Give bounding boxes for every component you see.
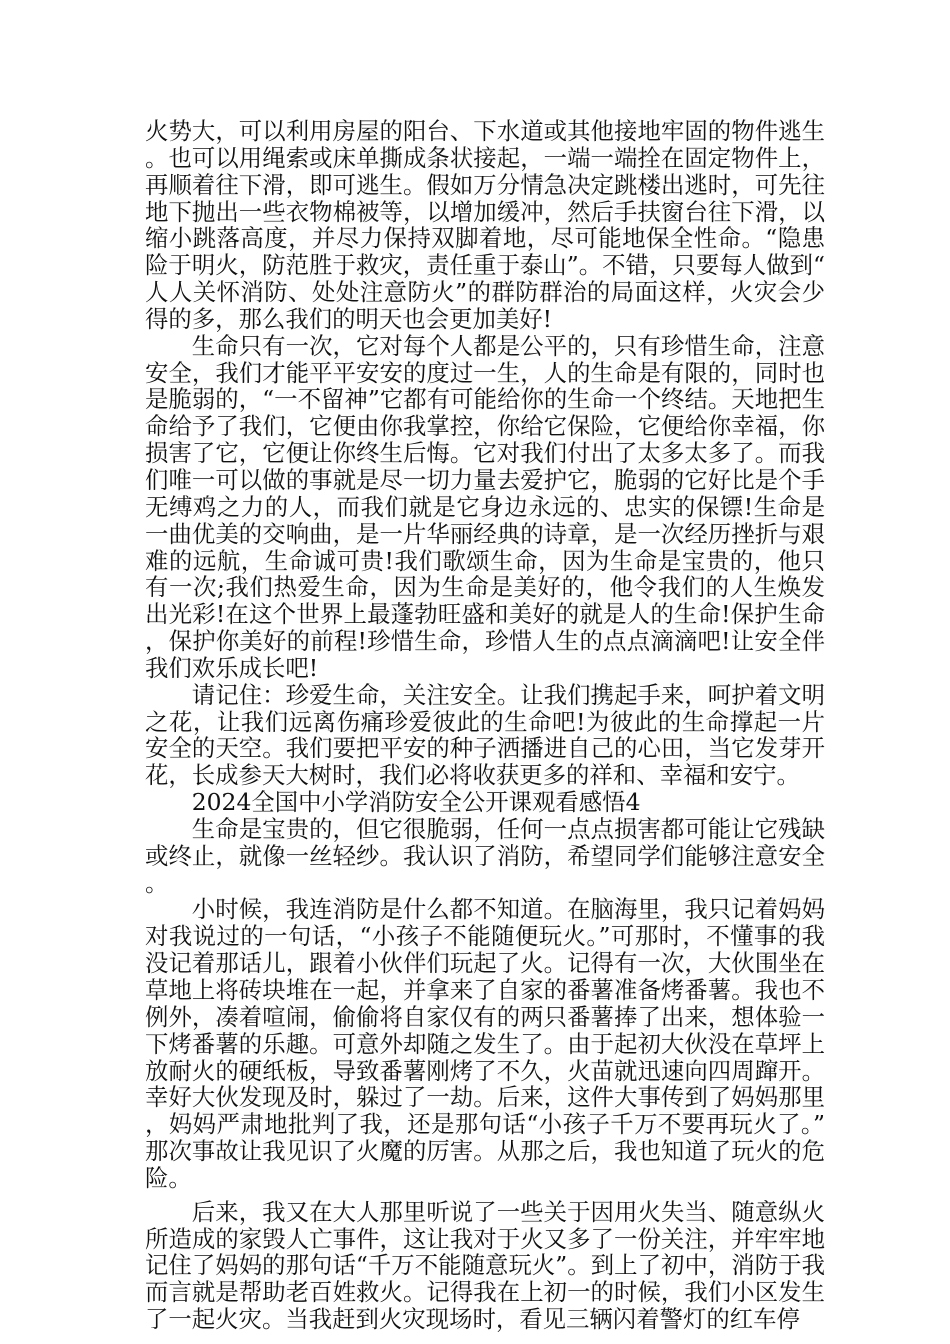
paragraph-3: 请记住：珍爱生命，关注安全。让我们携起手来，呵护着文明之花，让我们远离伤痛珍爱彼此的生命吧!为彼此的生命撑起一片安全的天空。我们要把平安的种子洒播进自己的心田，当它发芽开花，长成参天大树时，我们必将收获更多的祥和、幸福和安宁。 xyxy=(145,680,825,790)
paragraph-5: 小时候，我连消防是什么都不知道。在脑海里，我只记着妈妈对我说过的一句话，“小孩子不能随便玩火。”可那时，不懂事的我没记着那话儿，跟着小伙伴们玩起了火。记得有一次，大伙围坐在草地上将砖块堆在一起，并拿来了自家的番薯准备烤番薯。我也不例外，凑着喧闹，偷偷将自家仅有的两只番薯捧了出来，想体验一下烤番薯的乐趣。可意外却随之发生了。由于起初大伙没在草坪上放耐火的硬纸板，导致番薯刚烤了不久，火苗就迅速向四周蹿开。幸好大伙发现及时，躲过了一劫。后来，这件大事传到了妈妈那里，妈妈严肃地批判了我，还是那句话“小孩子千万不要再玩火了。”那次事故让我见识了火魔的厉害。从那之后，我也知道了玩火的危险。 xyxy=(145,895,825,1192)
paragraph-2: 生命只有一次，它对每个人都是公平的，只有珍惜生命，注意安全，我们才能平平安安的度过一生，人的生命是有限的，同时也是脆弱的，“一不留神”它都有可能给你的生命一个终结。天地把生命给予了我们，它便由你我掌控，你给它保险，它便给你幸福，你损害了它，它便让你终生后悔。它对我们付出了太多太多了。而我们唯一可以做的事就是尽一切力量去爱护它，脆弱的它好比是个手无缚鸡之力的人，而我们就是它身边永远的、忠实的保镖!生命是一曲优美的交响曲，是一片华丽经典的诗章，是一次经历挫折与艰难的远航，生命诚可贵!我们歌颂生命，因为生命是宝贵的，他只有一次;我们热爱生命，因为生命是美好的，他令我们的人生焕发出光彩!在这个世界上最蓬勃旺盛和美好的就是人的生命!保护生命，保护你美好的前程!珍惜生命，珍惜人生的点点滴滴吧!让安全伴我们欢乐成长吧! xyxy=(145,331,825,682)
paragraph-4: 生命是宝贵的，但它很脆弱，任何一点点损害都可能让它残缺或终止，就像一丝轻纱。我认识了消防，希望同学们能够注意安全。 xyxy=(145,814,825,897)
paragraph-6: 后来，我又在大人那里听说了一些关于因用火失当、随意纵火所造成的家毁人亡事件，这让我对于火又多了一份关注，并牢牢地记住了妈妈的那句话“千万不能随意玩火”。到上了初中，消防于我而言就是帮助老百姓救火。记得我在上初一的时候，我们小区发生了一起火灾。当我赶到火灾现场时，看见三辆闪着警灯的红车停 xyxy=(145,1197,825,1334)
section-heading: 2024全国中小学消防安全公开课观看感悟4 xyxy=(191,788,641,817)
document-body xyxy=(145,118,825,1333)
paragraph-1: 火势大，可以利用房屋的阳台、下水道或其他接地牢固的物件逃生。也可以用绳索或床单撕成条状接起，一端一端拴在固定物件上，再顺着往下滑，即可逃生。假如万分情急决定跳楼出逃时，可先往地下抛出一些衣物棉被等，以增加缓冲，然后手扶窗台往下滑，以缩小跳落高度，并尽力保持双脚着地，尽可能地保全性命。“隐患险于明火，防范胜于救灾，责任重于泰山”。不错，只要每人做到“人人关怀消防、处处注意防火”的群防群治的局面这样，火灾会少得的多，那么我们的明天也会更加美好! xyxy=(145,117,825,333)
